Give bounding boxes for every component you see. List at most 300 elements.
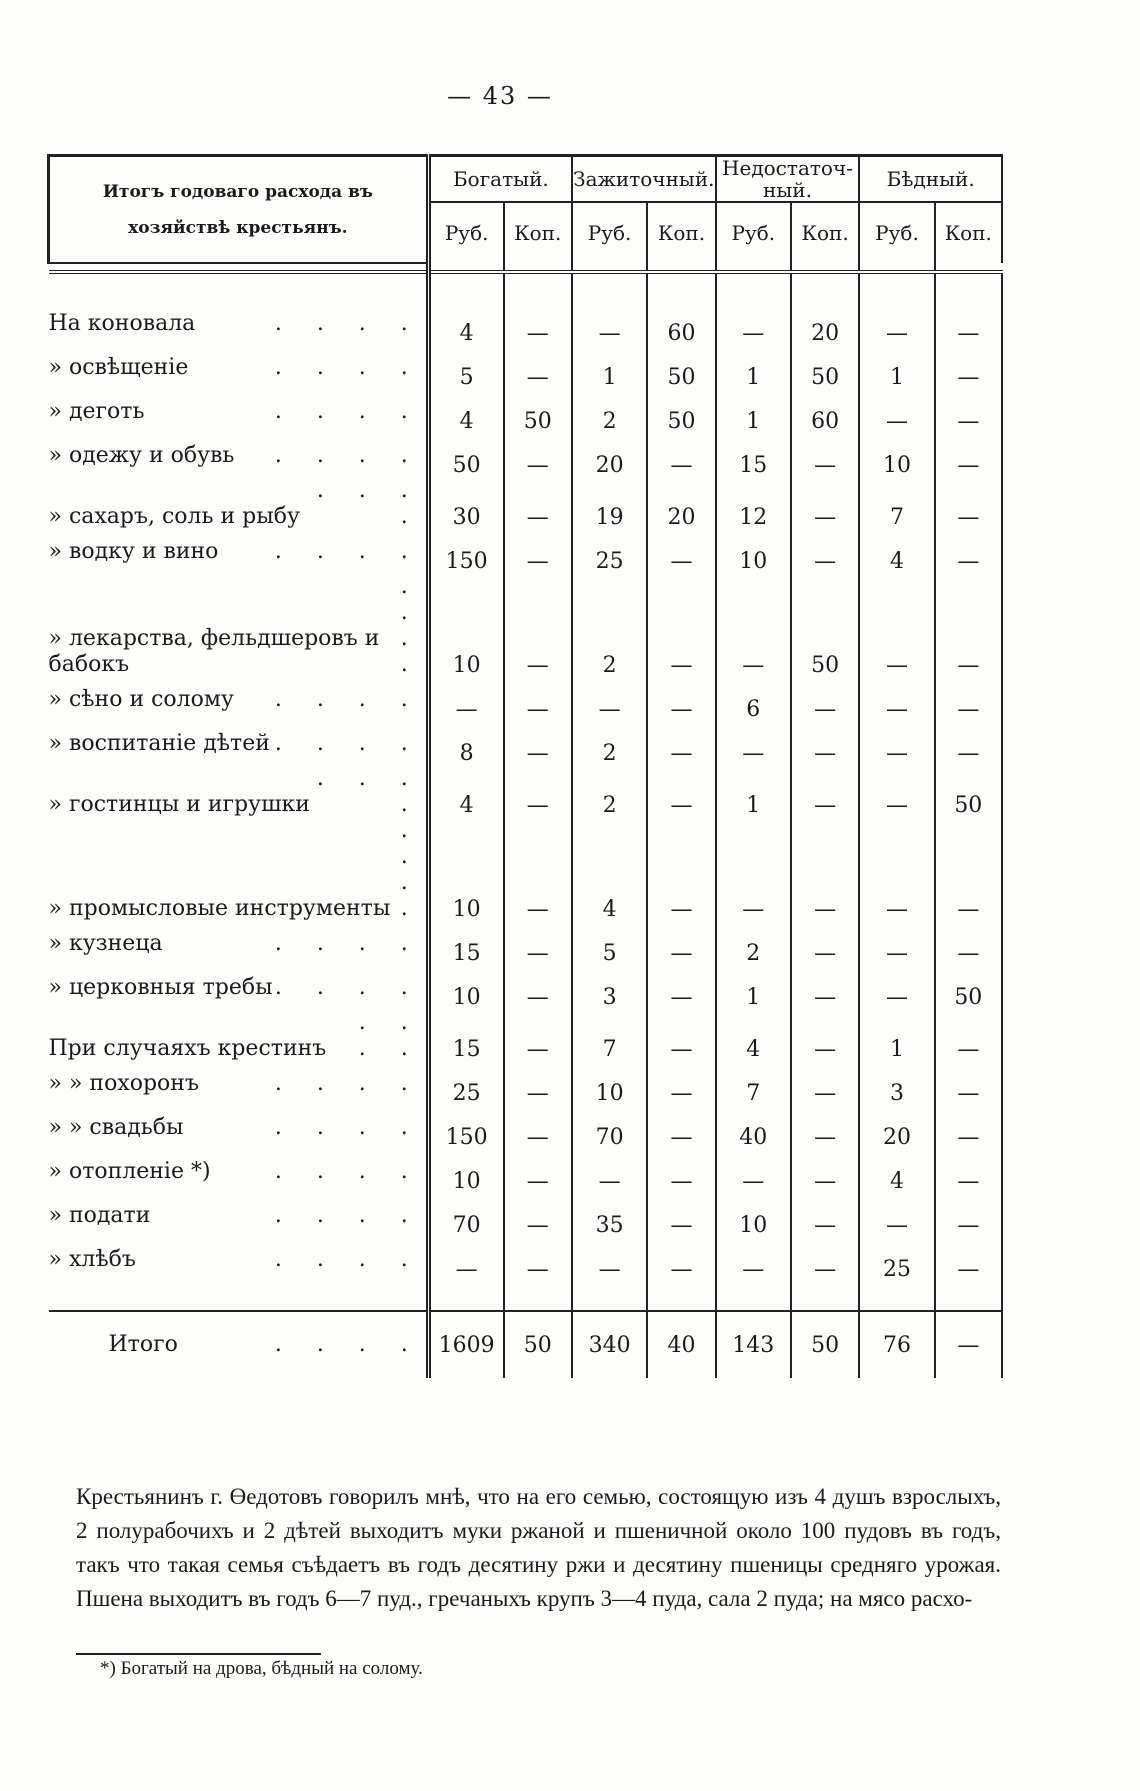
cell-value: — bbox=[526, 741, 549, 766]
leader-dots: . . . . bbox=[274, 311, 422, 336]
row-label-cell bbox=[49, 1062, 429, 1106]
cell-value: 2 bbox=[602, 409, 617, 434]
kop-header: Коп. bbox=[791, 202, 859, 263]
cell-value: — bbox=[455, 1257, 478, 1282]
rub-cell bbox=[716, 1238, 791, 1282]
rub-cell bbox=[572, 1062, 647, 1106]
rub-cell bbox=[428, 818, 503, 922]
kop-header: Коп. bbox=[935, 202, 1002, 263]
row-label-cell bbox=[49, 346, 429, 390]
row-label-text: » церковныя требы bbox=[48, 975, 273, 1000]
rub-cell bbox=[859, 478, 934, 530]
rub-cell bbox=[428, 1194, 503, 1238]
cell-value: — bbox=[814, 505, 837, 530]
cell-value: — bbox=[670, 1125, 693, 1150]
rub-cell bbox=[572, 434, 647, 478]
kop-cell bbox=[504, 818, 572, 922]
row-label-cell bbox=[49, 722, 429, 766]
row-label-cell bbox=[49, 434, 429, 478]
cell-value: — bbox=[526, 1257, 549, 1282]
cell-value: 10 bbox=[739, 549, 768, 574]
cell-value: 15 bbox=[452, 941, 481, 966]
rub-cell bbox=[428, 302, 503, 346]
row-label-text: » » похоронъ bbox=[48, 1071, 199, 1096]
rub-cell bbox=[859, 1238, 934, 1282]
cell-value: — bbox=[670, 1081, 693, 1106]
kop-cell bbox=[791, 678, 859, 722]
cell-value: — bbox=[885, 941, 908, 966]
cell-value: 10 bbox=[452, 985, 481, 1010]
kop-cell bbox=[791, 302, 859, 346]
cell-value: — bbox=[742, 897, 765, 922]
header-separator bbox=[49, 263, 429, 272]
kop-cell bbox=[791, 1238, 859, 1282]
rub-cell bbox=[428, 1150, 503, 1194]
cell-value: — bbox=[526, 549, 549, 574]
rub-cell bbox=[572, 818, 647, 922]
row-label-cell bbox=[49, 1010, 429, 1062]
cell-value: 50 bbox=[523, 1332, 552, 1358]
cell-value: 4 bbox=[459, 321, 474, 346]
spacer-cell bbox=[49, 1282, 429, 1311]
cell-value: 60 bbox=[667, 321, 696, 346]
kop-cell bbox=[504, 1062, 572, 1106]
row-label-text: » отопленіе *) bbox=[48, 1159, 211, 1184]
cell-value: 7 bbox=[602, 1037, 617, 1062]
cell-value: 50 bbox=[811, 365, 840, 390]
rub-cell bbox=[716, 818, 791, 922]
group-header: Бѣдный. bbox=[859, 156, 1002, 203]
table-row bbox=[49, 434, 1003, 478]
rub-cell bbox=[716, 346, 791, 390]
leader-dots: . . . . bbox=[358, 1010, 422, 1061]
leader-dots: . . . . bbox=[274, 1247, 422, 1272]
cell-value: — bbox=[814, 1125, 837, 1150]
row-label-cell bbox=[49, 1238, 429, 1282]
cell-value: — bbox=[526, 941, 549, 966]
expense-table bbox=[47, 154, 1003, 1378]
cell-value: — bbox=[598, 697, 621, 722]
leader-dots: . . . . bbox=[274, 931, 422, 956]
kop-cell bbox=[647, 1062, 715, 1106]
cell-value: — bbox=[885, 897, 908, 922]
table-row bbox=[49, 1106, 1003, 1150]
row-label-text: При случаяхъ крестинъ bbox=[48, 1036, 327, 1061]
cell-value: 30 bbox=[452, 505, 481, 530]
cell-value: 7 bbox=[889, 505, 904, 530]
cell-value: 10 bbox=[739, 1213, 768, 1238]
rub-cell bbox=[572, 1010, 647, 1062]
total-row bbox=[49, 1311, 1003, 1378]
rub-cell bbox=[428, 678, 503, 722]
kop-cell bbox=[647, 678, 715, 722]
cell-value: 20 bbox=[595, 453, 624, 478]
row-label bbox=[49, 478, 426, 530]
row-label bbox=[49, 766, 426, 818]
cell-value: — bbox=[885, 1213, 908, 1238]
row-label bbox=[49, 1203, 426, 1229]
kop-cell bbox=[647, 434, 715, 478]
spacer-cell bbox=[504, 1282, 572, 1311]
cell-value: 35 bbox=[595, 1213, 624, 1238]
cell-value: — bbox=[885, 697, 908, 722]
row-label bbox=[49, 1010, 426, 1062]
cell-value: — bbox=[814, 1257, 837, 1282]
cell-value: — bbox=[814, 1213, 837, 1238]
kop-cell bbox=[504, 922, 572, 966]
spacer-cell bbox=[791, 1282, 859, 1311]
leader-dots: . . . . bbox=[274, 1332, 422, 1357]
rub-header: Руб. bbox=[716, 202, 791, 263]
kop-header: Коп. bbox=[504, 202, 572, 263]
cell-value: 4 bbox=[889, 549, 904, 574]
leader-dots: . . . . bbox=[316, 478, 422, 529]
cell-value: 60 bbox=[811, 409, 840, 434]
rub-cell bbox=[859, 922, 934, 966]
cell-value: — bbox=[526, 453, 549, 478]
cell-value: 150 bbox=[445, 549, 488, 574]
rub-cell bbox=[572, 1150, 647, 1194]
row-label-cell bbox=[49, 922, 429, 966]
cell-value: 50 bbox=[667, 365, 696, 390]
rub-cell bbox=[428, 922, 503, 966]
row-label-text: » деготь bbox=[48, 399, 145, 424]
cell-value: 15 bbox=[452, 1037, 481, 1062]
leader-dots: . . . . bbox=[274, 731, 422, 756]
separator-cell bbox=[647, 263, 715, 272]
rub-cell bbox=[716, 1311, 791, 1378]
cell-value: — bbox=[742, 1169, 765, 1194]
row-label-text: » воспитаніе дѣтей bbox=[48, 731, 270, 756]
separator-cell bbox=[428, 263, 503, 272]
cell-value: 1609 bbox=[438, 1332, 495, 1358]
cell-value: 4 bbox=[889, 1169, 904, 1194]
kop-cell bbox=[504, 346, 572, 390]
row-label-text: » кузнеца bbox=[48, 931, 163, 956]
cell-value: — bbox=[957, 941, 980, 966]
cell-value: — bbox=[742, 1257, 765, 1282]
kop-cell bbox=[504, 966, 572, 1010]
kop-cell bbox=[504, 390, 572, 434]
cell-value: 3 bbox=[602, 985, 617, 1010]
row-label-text: » подати bbox=[48, 1203, 151, 1228]
page-number: — 43 — bbox=[447, 82, 553, 110]
cell-value: 143 bbox=[732, 1332, 775, 1358]
row-label bbox=[49, 311, 426, 337]
row-label bbox=[49, 399, 426, 425]
kop-cell bbox=[791, 1010, 859, 1062]
rub-cell bbox=[859, 1194, 934, 1238]
cell-value: 10 bbox=[595, 1081, 624, 1106]
cell-value: — bbox=[526, 897, 549, 922]
cell-value: — bbox=[814, 1081, 837, 1106]
cell-value: — bbox=[814, 1169, 837, 1194]
cell-value: — bbox=[526, 793, 549, 818]
kop-cell bbox=[647, 818, 715, 922]
row-label bbox=[49, 818, 426, 922]
row-label bbox=[49, 539, 426, 565]
cell-value: 40 bbox=[667, 1332, 696, 1358]
kop-cell bbox=[935, 1150, 1002, 1194]
rub-cell bbox=[716, 478, 791, 530]
cell-value: — bbox=[957, 321, 980, 346]
kop-cell bbox=[647, 1150, 715, 1194]
kop-cell bbox=[935, 390, 1002, 434]
kop-cell bbox=[935, 1010, 1002, 1062]
cell-value: — bbox=[598, 321, 621, 346]
table-row bbox=[49, 922, 1003, 966]
cell-value: — bbox=[742, 653, 765, 678]
cell-value: — bbox=[957, 453, 980, 478]
cell-value: 10 bbox=[452, 1169, 481, 1194]
table-row bbox=[49, 1010, 1003, 1062]
spacer-cell bbox=[572, 272, 647, 302]
row-label bbox=[109, 1332, 426, 1358]
table-row bbox=[49, 346, 1003, 390]
leader-dots: . . . . bbox=[274, 443, 422, 468]
spacer-cell bbox=[49, 272, 429, 302]
spacer-cell bbox=[716, 1282, 791, 1311]
cell-value: — bbox=[526, 365, 549, 390]
rub-cell bbox=[428, 1062, 503, 1106]
rub-cell bbox=[428, 1311, 503, 1378]
row-label bbox=[49, 1159, 426, 1185]
cell-value: 1 bbox=[746, 985, 761, 1010]
cell-value: 15 bbox=[739, 453, 768, 478]
cell-value: — bbox=[957, 1332, 980, 1358]
row-label-text: » промысловые инструменты bbox=[48, 896, 391, 921]
leader-dots: . . . . bbox=[400, 818, 422, 921]
cell-value: — bbox=[670, 741, 693, 766]
footnote: *) Богатый на дрова, бѣдный на солому. bbox=[100, 1658, 423, 1679]
cell-value: — bbox=[670, 1169, 693, 1194]
leader-dots: . . . . bbox=[274, 355, 422, 380]
rub-cell bbox=[428, 722, 503, 766]
rub-header: Руб. bbox=[428, 202, 503, 263]
cell-value: — bbox=[957, 1037, 980, 1062]
separator-cell bbox=[859, 263, 934, 272]
rub-cell bbox=[428, 1010, 503, 1062]
cell-value: — bbox=[814, 697, 837, 722]
rub-cell bbox=[859, 966, 934, 1010]
row-label bbox=[49, 687, 426, 713]
kop-cell bbox=[504, 766, 572, 818]
row-label-text: » водку и вино bbox=[48, 539, 219, 564]
kop-cell bbox=[935, 1311, 1002, 1378]
cell-value: — bbox=[814, 941, 837, 966]
rub-cell bbox=[572, 574, 647, 678]
spacer-cell bbox=[428, 272, 503, 302]
table-row bbox=[49, 678, 1003, 722]
rub-cell bbox=[859, 530, 934, 574]
cell-value: — bbox=[526, 1081, 549, 1106]
kop-cell bbox=[647, 390, 715, 434]
kop-cell bbox=[935, 678, 1002, 722]
table-row bbox=[49, 530, 1003, 574]
table-row bbox=[49, 574, 1003, 678]
rub-cell bbox=[859, 1010, 934, 1062]
cell-value: 5 bbox=[602, 941, 617, 966]
cell-value: — bbox=[957, 1213, 980, 1238]
rub-header: Руб. bbox=[859, 202, 934, 263]
kop-cell bbox=[647, 530, 715, 574]
row-label-text: Итого bbox=[108, 1332, 178, 1357]
kop-cell bbox=[791, 1311, 859, 1378]
kop-cell bbox=[647, 1106, 715, 1150]
kop-cell bbox=[504, 1106, 572, 1150]
kop-cell bbox=[791, 1150, 859, 1194]
cell-value: — bbox=[957, 697, 980, 722]
row-label bbox=[49, 1071, 426, 1097]
kop-cell bbox=[935, 302, 1002, 346]
row-label bbox=[49, 931, 426, 957]
cell-value: — bbox=[670, 549, 693, 574]
kop-cell bbox=[647, 1194, 715, 1238]
row-label-text: На коновала bbox=[48, 311, 196, 336]
rub-cell bbox=[859, 302, 934, 346]
rub-cell bbox=[859, 574, 934, 678]
row-label-cell bbox=[49, 390, 429, 434]
cell-value: — bbox=[885, 321, 908, 346]
cell-value: — bbox=[885, 409, 908, 434]
rub-cell bbox=[716, 1150, 791, 1194]
kop-cell bbox=[504, 530, 572, 574]
kop-cell bbox=[791, 530, 859, 574]
kop-cell bbox=[647, 1010, 715, 1062]
rub-cell bbox=[859, 346, 934, 390]
cell-value: — bbox=[814, 1037, 837, 1062]
table-row bbox=[49, 1150, 1003, 1194]
cell-value: — bbox=[670, 1037, 693, 1062]
kop-cell bbox=[504, 478, 572, 530]
spacer-cell bbox=[935, 1282, 1002, 1311]
row-label-cell bbox=[49, 478, 429, 530]
rub-cell bbox=[716, 390, 791, 434]
cell-value: — bbox=[526, 1169, 549, 1194]
cell-value: 25 bbox=[452, 1081, 481, 1106]
kop-cell bbox=[504, 434, 572, 478]
cell-value: — bbox=[670, 985, 693, 1010]
row-label-cell bbox=[49, 574, 429, 678]
rub-cell bbox=[572, 722, 647, 766]
rub-cell bbox=[428, 966, 503, 1010]
cell-value: — bbox=[957, 653, 980, 678]
cell-value: — bbox=[670, 453, 693, 478]
rub-cell bbox=[716, 1194, 791, 1238]
kop-cell bbox=[504, 678, 572, 722]
cell-value: — bbox=[670, 1213, 693, 1238]
kop-cell bbox=[791, 922, 859, 966]
cell-value: — bbox=[670, 941, 693, 966]
row-label bbox=[49, 355, 426, 381]
kop-cell bbox=[647, 1238, 715, 1282]
cell-value: 50 bbox=[811, 653, 840, 678]
rub-cell bbox=[572, 478, 647, 530]
kop-cell bbox=[791, 574, 859, 678]
cell-value: 4 bbox=[459, 409, 474, 434]
cell-value: — bbox=[814, 741, 837, 766]
cell-value: — bbox=[742, 321, 765, 346]
footnote-rule bbox=[76, 1653, 321, 1655]
separator-cell bbox=[716, 263, 791, 272]
rub-cell bbox=[859, 1106, 934, 1150]
row-label-cell bbox=[49, 530, 429, 574]
cell-value: — bbox=[742, 741, 765, 766]
cell-value: 50 bbox=[954, 985, 983, 1010]
cell-value: — bbox=[885, 653, 908, 678]
spacer-cell bbox=[647, 272, 715, 302]
kop-cell bbox=[935, 346, 1002, 390]
kop-cell bbox=[791, 434, 859, 478]
leader-dots: . . . . bbox=[274, 1071, 422, 1096]
cell-value: 12 bbox=[739, 505, 768, 530]
cell-value: — bbox=[526, 1037, 549, 1062]
rub-cell bbox=[428, 346, 503, 390]
kop-cell bbox=[791, 818, 859, 922]
row-label-text: » сахаръ, соль и рыбу bbox=[48, 504, 300, 529]
cell-value: — bbox=[814, 453, 837, 478]
kop-cell bbox=[647, 574, 715, 678]
separator-cell bbox=[504, 263, 572, 272]
cell-value: — bbox=[957, 505, 980, 530]
table-row bbox=[49, 1194, 1003, 1238]
kop-cell bbox=[935, 1062, 1002, 1106]
rub-cell bbox=[716, 966, 791, 1010]
cell-value: 7 bbox=[746, 1081, 761, 1106]
rub-cell bbox=[572, 530, 647, 574]
rub-cell bbox=[572, 302, 647, 346]
row-label-cell bbox=[49, 766, 429, 818]
row-label bbox=[49, 443, 426, 469]
rub-cell bbox=[572, 1194, 647, 1238]
row-label-text: » хлѣбъ bbox=[48, 1247, 136, 1272]
rub-cell bbox=[572, 1238, 647, 1282]
rub-cell bbox=[859, 818, 934, 922]
cell-value: 25 bbox=[595, 549, 624, 574]
kop-cell bbox=[504, 722, 572, 766]
cell-value: 20 bbox=[811, 321, 840, 346]
rub-cell bbox=[859, 434, 934, 478]
cell-value: 70 bbox=[452, 1213, 481, 1238]
kop-cell bbox=[647, 478, 715, 530]
rub-cell bbox=[716, 766, 791, 818]
row-label-text: » » свадьбы bbox=[48, 1115, 184, 1140]
row-label-text: » сѣно и солому bbox=[48, 687, 234, 712]
cell-value: 25 bbox=[882, 1257, 911, 1282]
row-label bbox=[49, 1247, 426, 1273]
leader-dots: . . . . bbox=[274, 1159, 422, 1184]
rub-cell bbox=[716, 434, 791, 478]
cell-value: — bbox=[814, 549, 837, 574]
kop-cell bbox=[935, 530, 1002, 574]
table-body bbox=[49, 263, 1003, 1378]
spacer-cell bbox=[791, 272, 859, 302]
kop-cell bbox=[935, 818, 1002, 922]
cell-value: — bbox=[526, 697, 549, 722]
row-label bbox=[49, 731, 426, 757]
kop-cell bbox=[935, 1106, 1002, 1150]
rub-cell bbox=[428, 434, 503, 478]
rub-cell bbox=[572, 766, 647, 818]
kop-cell bbox=[647, 966, 715, 1010]
row-label-text: » освѣщеніе bbox=[48, 355, 189, 380]
cell-value: 70 bbox=[595, 1125, 624, 1150]
cell-value: — bbox=[814, 793, 837, 818]
row-label-cell bbox=[49, 818, 429, 922]
cell-value: 3 bbox=[889, 1081, 904, 1106]
cell-value: — bbox=[957, 1257, 980, 1282]
cell-value: 50 bbox=[954, 793, 983, 818]
